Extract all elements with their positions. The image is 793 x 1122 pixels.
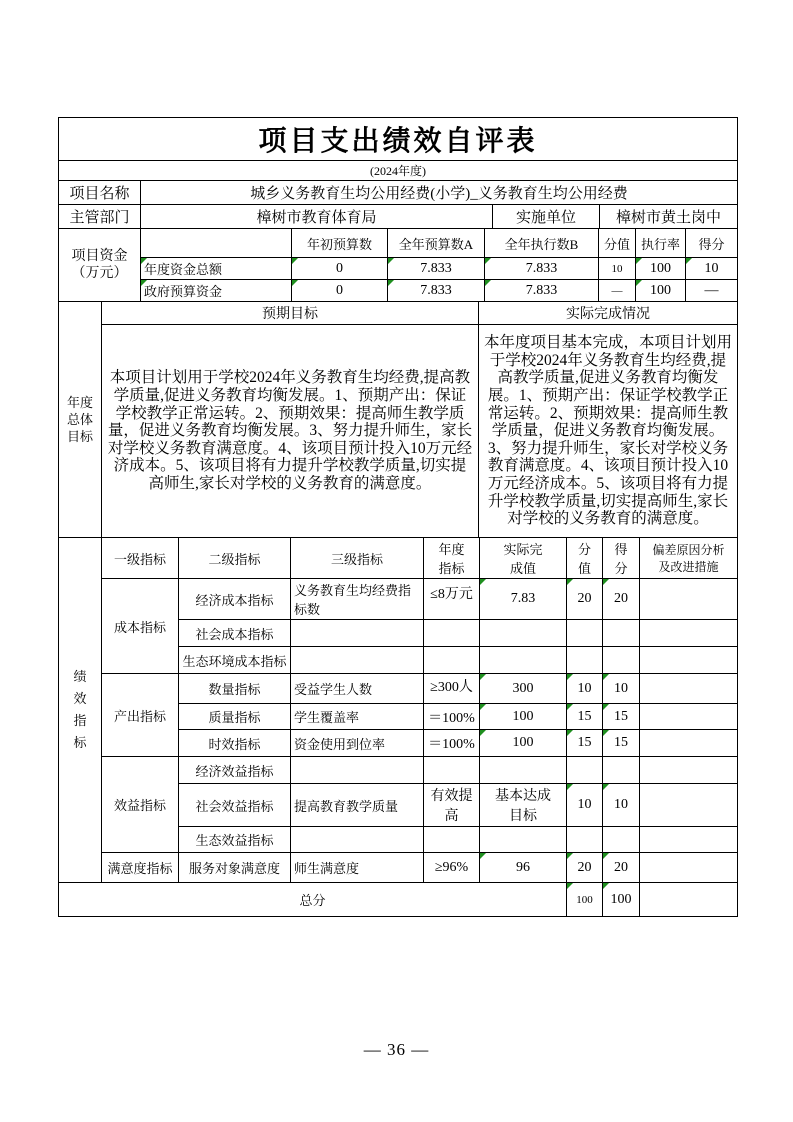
perf-level3-cell <box>291 620 424 647</box>
perf-deviation-cell <box>640 579 738 620</box>
funding-value-budget: 7.833 <box>388 258 485 280</box>
perf-level3-cell: 提高教育教学质量 <box>291 784 424 827</box>
perf-deviation-cell <box>640 674 738 704</box>
perf-level3-cell: 义务教育生均经费指标数 <box>291 579 424 620</box>
goal-expected-text: 本项目计划用于学校2024年义务教育生均经费,提高教学质量,促进义务教育均衡发展。1、预期产出：保证学校教学正常运转。2、预期效果：提高师生教学质量，促进义务教育均衡发展。3、努力提升师生，家长对学校义务教育满意度。4、该项目预计投入10万元经济成本。5、该项目将有力提升学校教学质量,切实提高师生,家长对学校的义务教育的满意度。 <box>102 325 479 538</box>
total-points-cell: 100 <box>603 883 640 917</box>
total-label: 总分 <box>59 883 567 917</box>
funding-value-points: — <box>686 280 738 302</box>
perf-points-cell <box>603 757 640 784</box>
perf-actual-value-cell: 7.83 <box>480 579 567 620</box>
perf-level3-cell: 受益学生人数 <box>291 674 424 704</box>
funding-value-rate: 100 <box>636 280 686 302</box>
perf-annual-target-cell: ＝100% <box>424 704 480 730</box>
perf-level1-cell: 产出指标 <box>102 674 179 757</box>
perf-annual-target-cell <box>424 620 480 647</box>
perf-points-cell: 10 <box>603 784 640 827</box>
perf-actual-value-cell <box>480 647 567 674</box>
perf-deviation-cell <box>640 757 738 784</box>
project-name-label: 项目名称 <box>59 181 141 205</box>
perf-level2-cell: 生态环境成本指标 <box>179 647 291 674</box>
perf-level3-cell: 学生覆盖率 <box>291 704 424 730</box>
perf-score-cell: 15 <box>567 704 603 730</box>
perf-points-cell: 15 <box>603 704 640 730</box>
perf-deviation-cell <box>640 730 738 757</box>
perf-level3-cell: 资金使用到位率 <box>291 730 424 757</box>
perf-actual-value-cell: 100 <box>480 730 567 757</box>
perf-score-cell: 20 <box>567 853 603 883</box>
perf-points-cell <box>603 620 640 647</box>
perf-actual-value-cell: 100 <box>480 704 567 730</box>
funding-row-label: 年度资金总额 <box>141 258 292 280</box>
funding-value-rate: 100 <box>636 258 686 280</box>
perf-points-cell: 15 <box>603 730 640 757</box>
total-score-cell: 100 <box>567 883 603 917</box>
perf-score-cell: 10 <box>567 784 603 827</box>
perf-level1-cell: 效益指标 <box>102 757 179 853</box>
funding-value-score: — <box>599 280 636 302</box>
perf-actual-value-cell: 300 <box>480 674 567 704</box>
funding-blank-header <box>141 229 292 258</box>
perf-level2-cell: 经济成本指标 <box>179 579 291 620</box>
perf-header-level1: 一级指标 <box>102 538 179 579</box>
perf-level2-cell: 质量指标 <box>179 704 291 730</box>
goal-table <box>58 301 738 538</box>
perf-level2-cell: 服务对象满意度 <box>179 853 291 883</box>
funding-value-points: 10 <box>686 258 738 280</box>
perf-header-deviation: 偏差原因分析及改进措施 <box>640 538 738 579</box>
department-label: 主管部门 <box>59 205 141 229</box>
perf-points-cell <box>603 827 640 853</box>
perf-score-cell: 10 <box>567 674 603 704</box>
perf-level2-cell: 数量指标 <box>179 674 291 704</box>
perf-level1-cell: 满意度指标 <box>102 853 179 883</box>
perf-actual-value-cell: 基本达成目标 <box>480 784 567 827</box>
funding-header-points: 得分 <box>686 229 738 258</box>
perf-level2-cell: 时效指标 <box>179 730 291 757</box>
unit-label: 实施单位 <box>493 205 600 229</box>
page-title: 项目支出绩效自评表 <box>59 118 738 161</box>
funding-header-score: 分值 <box>599 229 636 258</box>
funding-section-label: 项目资金（万元） <box>59 229 141 302</box>
perf-level3-cell: 师生满意度 <box>291 853 424 883</box>
perf-annual-target-cell: ≥96% <box>424 853 480 883</box>
page-number: — 36 — <box>363 1040 430 1059</box>
perf-header-level2: 二级指标 <box>179 538 291 579</box>
perf-header-actual: 实际完成值 <box>480 538 567 579</box>
perf-points-cell <box>603 647 640 674</box>
perf-annual-target-cell: ≤8万元 <box>424 579 480 620</box>
funding-value-budget: 7.833 <box>388 280 485 302</box>
perf-level3-cell <box>291 757 424 784</box>
perf-header-level3: 三级指标 <box>291 538 424 579</box>
perf-header-annual: 年度指标 <box>424 538 480 579</box>
perf-score-cell: 15 <box>567 730 603 757</box>
perf-score-cell <box>567 620 603 647</box>
info-table <box>58 117 738 229</box>
perf-actual-value-cell: 96 <box>480 853 567 883</box>
perf-deviation-cell <box>640 647 738 674</box>
perf-deviation-cell <box>640 853 738 883</box>
goal-section-label: 年度总体目标 <box>59 302 102 538</box>
funding-value-execution: 7.833 <box>485 258 599 280</box>
perf-score-cell <box>567 757 603 784</box>
funding-value-execution: 7.833 <box>485 280 599 302</box>
perf-section-label: 绩效指标 <box>59 538 102 883</box>
funding-header-execution-rate: 执行率 <box>636 229 686 258</box>
self-evaluation-table <box>58 117 737 917</box>
funding-table <box>58 228 738 302</box>
funding-header-annual-execution: 全年执行数B <box>485 229 599 258</box>
perf-level3-cell <box>291 647 424 674</box>
funding-row-label: 政府预算资金 <box>141 280 292 302</box>
perf-annual-target-cell <box>424 827 480 853</box>
perf-points-cell: 20 <box>603 579 640 620</box>
perf-deviation-cell <box>640 827 738 853</box>
funding-value-initial: 0 <box>292 280 388 302</box>
perf-actual-value-cell <box>480 757 567 784</box>
perf-score-cell <box>567 827 603 853</box>
funding-header-initial-budget: 年初预算数 <box>292 229 388 258</box>
perf-header-score: 分值 <box>567 538 603 579</box>
perf-score-cell <box>567 647 603 674</box>
unit-value: 樟树市黄土岗中 <box>600 205 738 229</box>
project-name-value: 城乡义务教育生均公用经费(小学)_义务教育生均公用经费 <box>141 181 738 205</box>
department-value: 樟树市教育体育局 <box>141 205 493 229</box>
perf-actual-value-cell <box>480 620 567 647</box>
perf-annual-target-cell: ＝100% <box>424 730 480 757</box>
perf-level3-cell <box>291 827 424 853</box>
perf-level1-cell: 成本指标 <box>102 579 179 674</box>
perf-annual-target-cell <box>424 647 480 674</box>
perf-deviation-cell <box>640 784 738 827</box>
perf-points-cell: 10 <box>603 674 640 704</box>
perf-level2-cell: 生态效益指标 <box>179 827 291 853</box>
perf-score-cell: 20 <box>567 579 603 620</box>
perf-deviation-cell <box>640 620 738 647</box>
perf-header-points: 得分 <box>603 538 640 579</box>
perf-level2-cell: 社会成本指标 <box>179 620 291 647</box>
goal-actual-text: 本年度项目基本完成，本项目计划用于学校2024年义务教育生均经费,提高教学质量,促进义务教育均衡发展。1、预期产出：保证学校教学正常运转。2、预期效果：提高师生教学质量，促进义务教育均衡发展。3、努力提升师生，家长对学校义务教育满意度。4、该项目预计投入10万元经济成本。5、该项目将有力提升学校教学质量,切实提高师生,家长对学校的义务教育的满意度。 <box>479 325 738 538</box>
performance-table <box>58 537 738 917</box>
goal-expected-header: 预期目标 <box>102 302 479 325</box>
funding-value-initial: 0 <box>292 258 388 280</box>
perf-points-cell: 20 <box>603 853 640 883</box>
perf-annual-target-cell: ≥300人 <box>424 674 480 704</box>
page-subtitle: (2024年度) <box>59 161 738 181</box>
goal-actual-header: 实际完成情况 <box>479 302 738 325</box>
funding-header-annual-budget: 全年预算数A <box>388 229 485 258</box>
perf-annual-target-cell: 有效提高 <box>424 784 480 827</box>
perf-deviation-cell <box>640 704 738 730</box>
perf-annual-target-cell <box>424 757 480 784</box>
funding-value-score: 10 <box>599 258 636 280</box>
total-deviation-cell <box>640 883 738 917</box>
perf-level2-cell: 经济效益指标 <box>179 757 291 784</box>
perf-actual-value-cell <box>480 827 567 853</box>
perf-level2-cell: 社会效益指标 <box>179 784 291 827</box>
